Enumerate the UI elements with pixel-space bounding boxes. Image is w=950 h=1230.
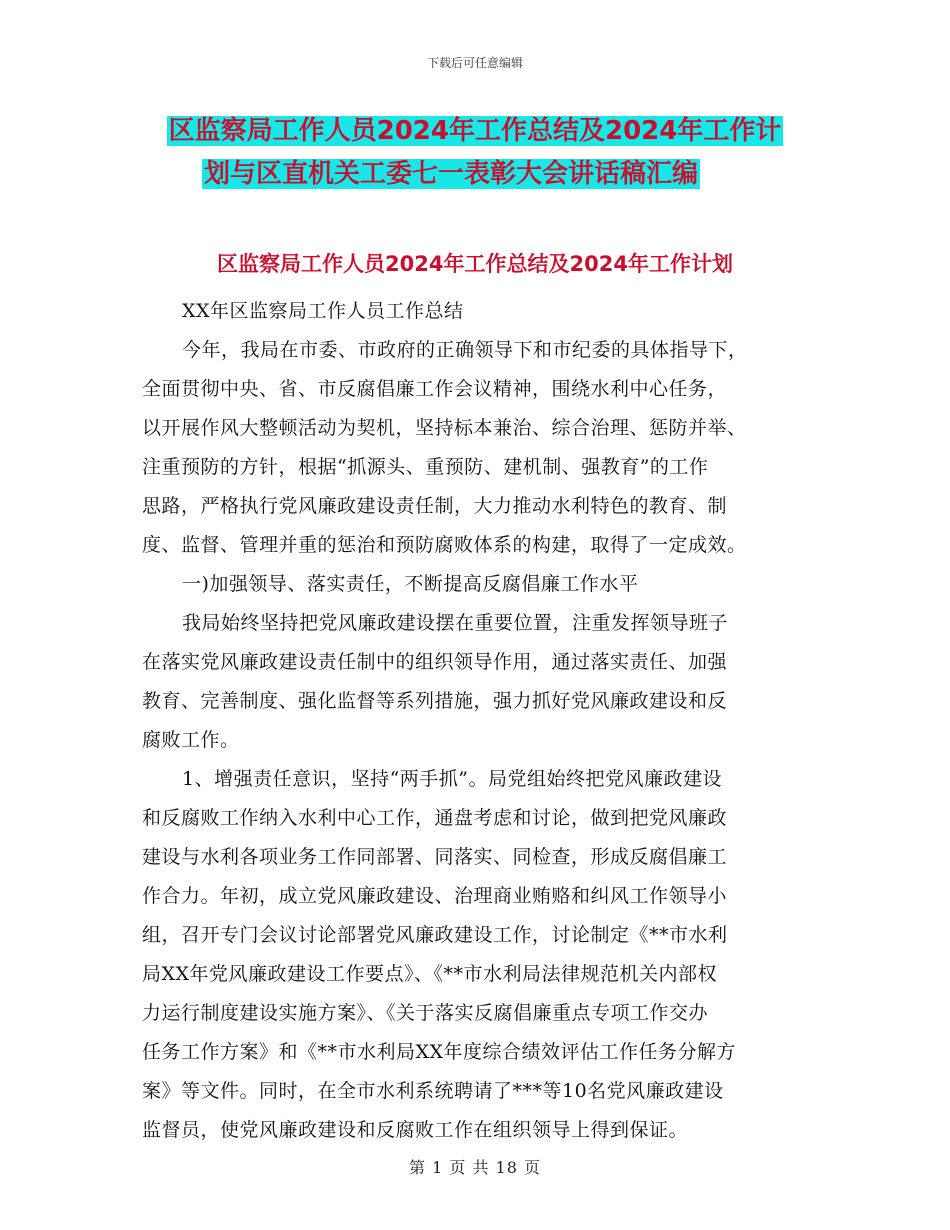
- main-title-line-1-text: 区监察局工作人员2024年工作总结及2024年工作计: [168, 116, 782, 146]
- document-body: [142, 292, 812, 1150]
- text-line: 在落实党风廉政建设责任制中的组织领导作用，通过落实责任、加强: [142, 651, 728, 673]
- text-line: 案》等文件。同时，在全市水利系统聘请了***等10名党风廉政建设: [142, 1080, 724, 1102]
- paragraph-2: [142, 604, 812, 760]
- text-line: 以开展作风大整顿活动为契机，坚持标本兼治、综合治理、惩防并举、: [142, 417, 747, 439]
- section-title: 区监察局工作人员2024年工作总结及2024年工作计划: [217, 252, 733, 276]
- text-line: 组，召开专门会议讨论部署党风廉政建设工作，讨论制定《**市水利: [142, 924, 728, 946]
- text-line: 全面贯彻中央、省、市反腐倡廉工作会议精神，围绕水利中心任务，: [142, 378, 728, 400]
- text-line: 我局始终坚持把党风廉政建设摆在重要位置，注重发挥领导班子: [182, 612, 729, 634]
- text-line: 力运行制度建设实施方案》、《关于落实反腐倡廉重点专项工作交办: [142, 1002, 709, 1024]
- text-line: 作合力。年初，成立党风廉政建设、治理商业贿赂和纠风工作领导小: [142, 885, 728, 907]
- paragraph-3: [142, 760, 812, 1150]
- page-number: 第 1 页 共 18 页: [409, 1158, 541, 1177]
- text-line: 今年，我局在市委、市政府的正确领导下和市纪委的具体指导下，: [182, 339, 748, 361]
- text-line: 度、监督、管理并重的惩治和预防腐败体系的构建，取得了一定成效。: [142, 534, 747, 556]
- text-line: 建设与水利各项业务工作同部署、同落实、同检查，形成反腐倡廉工: [142, 846, 728, 868]
- text-line: 监督员，使党风廉政建设和反腐败工作在组织领导上得到保证。: [142, 1119, 689, 1141]
- text-line: 任务工作方案》和《**市水利局XX年度综合绩效评估工作任务分解方: [142, 1041, 737, 1063]
- text-line: 局XX年党风廉政建设工作要点》、《**市水利局法律规范机关内部权: [142, 963, 718, 985]
- header-note: 下载后可任意编辑: [426, 56, 523, 70]
- main-title-line-2-text: 划与区直机关工委七一表彰大会讲话稿汇编: [203, 159, 698, 189]
- text-line: 1、增强责任意识，坚持“两手抓”。局党组始终把党风廉政建设: [182, 768, 723, 790]
- text-line: 教育、完善制度、强化监督等系列措施，强力抓好党风廉政建设和反: [142, 690, 728, 712]
- main-title-line-1: [0, 111, 950, 151]
- text-line: 一)加强领导、落实责任，不断提高反腐倡廉工作水平: [182, 573, 639, 595]
- text-line: 思路，严格执行党风廉政建设责任制，大力推动水利特色的教育、制: [142, 495, 728, 517]
- text-line: 和反腐败工作纳入水利中心工作，通盘考虑和讨论，做到把党风廉政: [142, 807, 728, 829]
- text-line: 注重预防的方针，根据“抓源头、重预防、建机制、强教育”的工作: [142, 456, 709, 478]
- heading-strengthen-leadership: [142, 565, 812, 604]
- subtitle: XX年区监察局工作人员工作总结: [182, 300, 464, 322]
- main-title-line-2: [0, 154, 926, 194]
- paragraph-1: [142, 331, 812, 565]
- text-line: 腐败工作。: [142, 729, 240, 751]
